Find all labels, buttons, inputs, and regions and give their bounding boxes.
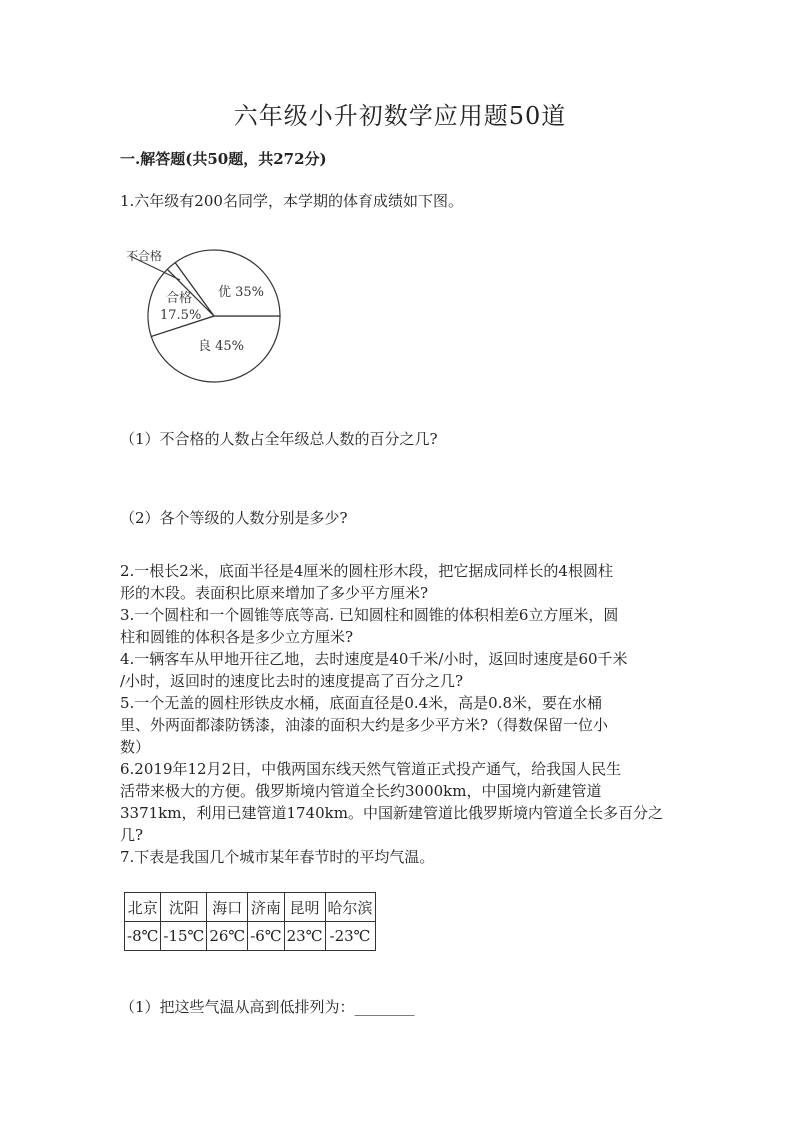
question-5-line: 5.一个无盖的圆柱形铁皮水桶，底面直径是0.4米，高是0.8米，要在水桶 (120, 694, 603, 712)
city-cell: 昆明 (284, 893, 325, 922)
question-3-line: 3.一个圆柱和一个圆锥等底等高. 已知圆柱和圆锥的体积相差6立方厘米，圆 (120, 606, 619, 624)
question-2 (120, 560, 690, 604)
question-1: 1.六年级有200名同学，本学期的体育成绩如下图。 (120, 192, 463, 210)
question-2-line: 2.一根长2米，底面半径是4厘米的圆柱形木段，把它据成同样长的4根圆柱 (120, 562, 613, 580)
question-5-line: 里、外两面都漆防锈漆，油漆的面积大约是多少平方米?（得数保留一位小 (120, 716, 609, 734)
question-6-line: 3371km，利用已建管道1740km。中国新建管道比俄罗斯境内管道全长多百分之 (120, 804, 663, 822)
temp-cell: 23℃ (284, 922, 325, 951)
temp-cell: -6℃ (248, 922, 284, 951)
temp-cell: 26℃ (207, 922, 248, 951)
section-heading: 一.解答题(共50题，共272分) (120, 150, 327, 168)
question-4 (120, 648, 690, 692)
question-4-line: /小时，返回时的速度比去时的速度提高了百分之几? (120, 672, 464, 690)
question-7 (120, 846, 690, 868)
question-4-line: 4.一辆客车从甲地开往乙地，去时速度是40千米/小时，返回时速度是60千米 (120, 650, 628, 668)
question-7-line: 7.下表是我国几个城市某年春节时的平均气温。 (120, 848, 435, 866)
question-5-line: 数） (120, 738, 151, 756)
city-cell: 北京 (125, 893, 161, 922)
question-5 (120, 692, 690, 758)
question-6-line: 6.2019年12月2日，中俄两国东线天然气管道正式投产通气，给我国人民生 (120, 760, 622, 778)
question-6 (120, 758, 690, 846)
city-cell: 海口 (207, 893, 248, 922)
city-cell: 沈阳 (161, 893, 207, 922)
label-pass: 合格 (166, 291, 193, 306)
city-cell: 哈尔滨 (325, 893, 375, 922)
city-cell: 济南 (248, 893, 284, 922)
page-title: 六年级小升初数学应用题50道 (233, 102, 567, 130)
grade-pie-chart (120, 238, 300, 398)
label-fail: 不合格 (126, 249, 163, 263)
temp-cell: -15℃ (161, 922, 207, 951)
label-pass-percent: 17.5% (160, 308, 202, 323)
question-2-line: 形的木段。表面积比原来增加了多少平方厘米? (120, 584, 429, 602)
question-1-sub1: （1）不合格的人数占全年级总人数的百分之几? (120, 430, 438, 448)
temp-cell: -23℃ (325, 922, 375, 951)
table-row-temps (125, 922, 376, 951)
question-6-line: 几? (120, 826, 144, 844)
question-1-sub2: （2）各个等级的人数分别是多少? (120, 509, 348, 527)
label-good: 良 45% (198, 339, 245, 354)
question-7-sub1: （1）把这些气温从高到低排列为：________ (120, 998, 415, 1016)
question-3 (120, 604, 690, 648)
label-excellent: 优 35% (218, 285, 265, 300)
question-list (120, 560, 690, 868)
question-3-line: 柱和圆锥的体积各是多少立方厘米? (120, 628, 354, 646)
temperature-table (124, 892, 376, 951)
table-row-cities (125, 893, 376, 922)
question-6-line: 活带来极大的方便。俄罗斯境内管道全长约3000km，中国境内新建管道 (120, 782, 602, 800)
temp-cell: -8℃ (125, 922, 161, 951)
